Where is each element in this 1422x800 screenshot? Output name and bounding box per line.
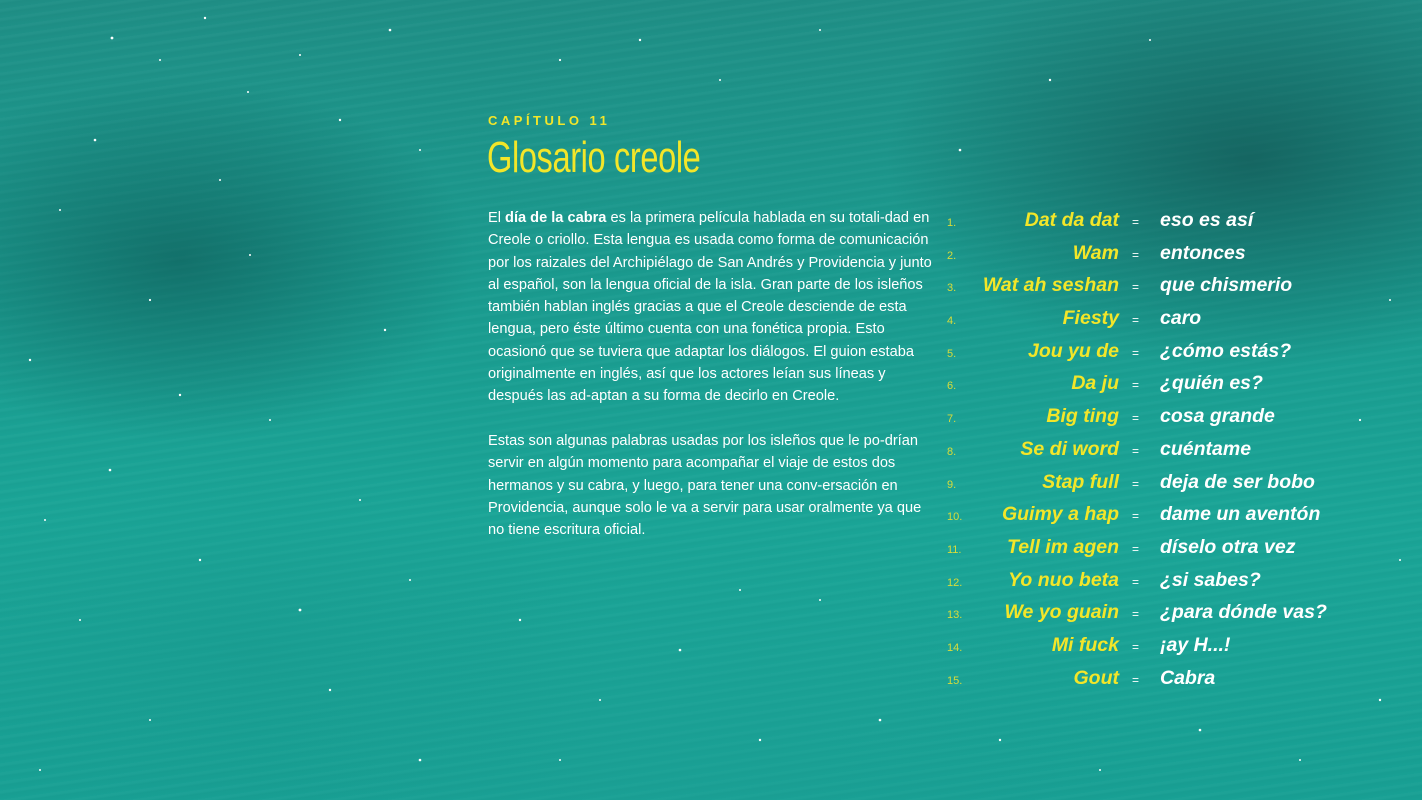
equals-sign: =: [1132, 639, 1140, 654]
glossary-term: Mi fuck: [1051, 633, 1119, 656]
equals-sign: =: [1132, 378, 1140, 393]
glossary-term: We yo guain: [1004, 601, 1119, 624]
glossary-list: [940, 204, 1380, 694]
glossary-number: 4.: [947, 315, 957, 328]
equals-sign: =: [1132, 443, 1140, 458]
glossary-number: 12.: [947, 576, 963, 589]
glossary-number: 14.: [947, 641, 963, 654]
glossary-number: 13.: [947, 609, 963, 622]
glossary-term: Big ting: [1046, 405, 1119, 428]
equals-sign: =: [1132, 280, 1140, 295]
glossary-definition: que chismerio: [1160, 274, 1293, 297]
glossary-definition: díselo otra vez: [1160, 535, 1296, 558]
glossary-term: Stap full: [1042, 470, 1119, 493]
equals-sign: =: [1132, 313, 1140, 328]
glossary-term: Fiesty: [1062, 307, 1119, 330]
glossary-item: [940, 302, 1380, 335]
film-title-bold: día de la cabra: [505, 210, 607, 226]
glossary-definition: Cabra: [1160, 666, 1216, 689]
glossary-term: Yo nuo beta: [1008, 568, 1119, 591]
glossary-item: [940, 531, 1380, 564]
glossary-number: 15.: [947, 674, 963, 687]
glossary-item: [940, 564, 1380, 597]
glossary-definition: cosa grande: [1160, 405, 1275, 428]
equals-sign: =: [1132, 541, 1140, 556]
glossary-definition: ¿quién es?: [1160, 372, 1263, 395]
glossary-item: [940, 596, 1380, 629]
equals-sign: =: [1132, 672, 1140, 687]
glossary-item: [940, 367, 1380, 400]
glossary-number: 9.: [947, 478, 957, 491]
glossary-definition: ¿cómo estás?: [1160, 339, 1292, 362]
glossary-item: [940, 269, 1380, 302]
glossary-term: Dat da dat: [1024, 209, 1119, 231]
glossary-number: 1.: [947, 217, 957, 229]
equals-sign: =: [1132, 345, 1140, 360]
glossary-definition: deja de ser bobo: [1160, 470, 1315, 493]
equals-sign: =: [1132, 411, 1140, 426]
equals-sign: =: [1132, 607, 1140, 622]
glossary-definition: dame un aventón: [1160, 503, 1321, 526]
intro-paragraph-2: Estas son algunas palabras usadas por los isleños que le po-drían servir en algún momento para acompañar el viaje de estos dos hermanos y su cabra, y luego, para tener una conv-ersación en Providencia, aunque solo le va a servir para usar oralmente ya que no tiene escritura oficial.: [488, 432, 922, 539]
glossary-number: 3.: [947, 282, 957, 295]
glossary-number: 8.: [947, 445, 957, 458]
equals-sign: =: [1132, 476, 1140, 491]
glossary-term: Tell im agen: [1007, 535, 1119, 558]
glossary-definition: ¿para dónde vas?: [1160, 601, 1327, 624]
glossary-number: 5.: [947, 347, 957, 360]
glossary-definition: caro: [1160, 307, 1202, 330]
equals-sign: =: [1132, 215, 1140, 229]
page-title: Glosario creole: [487, 133, 701, 182]
glossary-term: Wat ah seshan: [982, 274, 1119, 297]
glossary-item: [940, 466, 1380, 499]
equals-sign: =: [1132, 247, 1140, 262]
glossary-definition: eso es así: [1160, 209, 1254, 231]
intro-lead: El: [488, 210, 506, 226]
glossary-item: [940, 629, 1380, 662]
intro-body: es la primera película hablada en su totali-dad en Creole o criollo. Esta lengua es usada como forma de comunicación por los raizales del Archipiélago de San Andrés y Providencia y junto al español, son la lengua oficial de la isla. Gran parte de los isleños también hablan inglés gracias a que el Creole desciende de esta lengua, pero éste último cuenta con una fonética propia. Esto ocasionó que se tuviera que adaptar los diálogos. El guion estaba originalmente en inglés, así que los actores leían sus líneas y después las ad-aptan a su forma de decirlo en Creole.: [488, 210, 932, 405]
glossary-number: 11.: [947, 543, 962, 556]
glossary-number: 10.: [947, 511, 963, 524]
glossary-number: 6.: [947, 380, 957, 393]
equals-sign: =: [1132, 574, 1140, 589]
equals-sign: =: [1132, 509, 1140, 524]
glossary-item: [940, 237, 1380, 270]
glossary-definition: entonces: [1160, 241, 1246, 264]
glossary-item: [940, 204, 1380, 237]
glossary-definition: ¡ay H...!: [1160, 633, 1231, 656]
intro-text: [488, 207, 933, 541]
glossary-term: Gout: [1073, 666, 1119, 689]
glossary-definition: cuéntame: [1160, 437, 1252, 460]
glossary-number: 2.: [947, 249, 957, 262]
intro-paragraph-1: [488, 207, 933, 408]
glossary-term: Jou yu de: [1027, 339, 1119, 362]
glossary-item: [940, 400, 1380, 433]
glossary-number: 7.: [947, 413, 957, 426]
glossary-definition: ¿si sabes?: [1160, 568, 1261, 591]
glossary-item: [940, 662, 1380, 695]
glossary-term: Da ju: [1071, 372, 1119, 395]
glossary-item: [940, 335, 1380, 368]
glossary-term: Guimy a hap: [1001, 503, 1119, 526]
glossary-item: [940, 433, 1380, 466]
glossary-term: Wam: [1072, 241, 1119, 264]
chapter-label: CAPÍTULO 11: [488, 113, 611, 128]
glossary-term: Se di word: [1020, 437, 1119, 460]
glossary-item: [940, 498, 1380, 531]
